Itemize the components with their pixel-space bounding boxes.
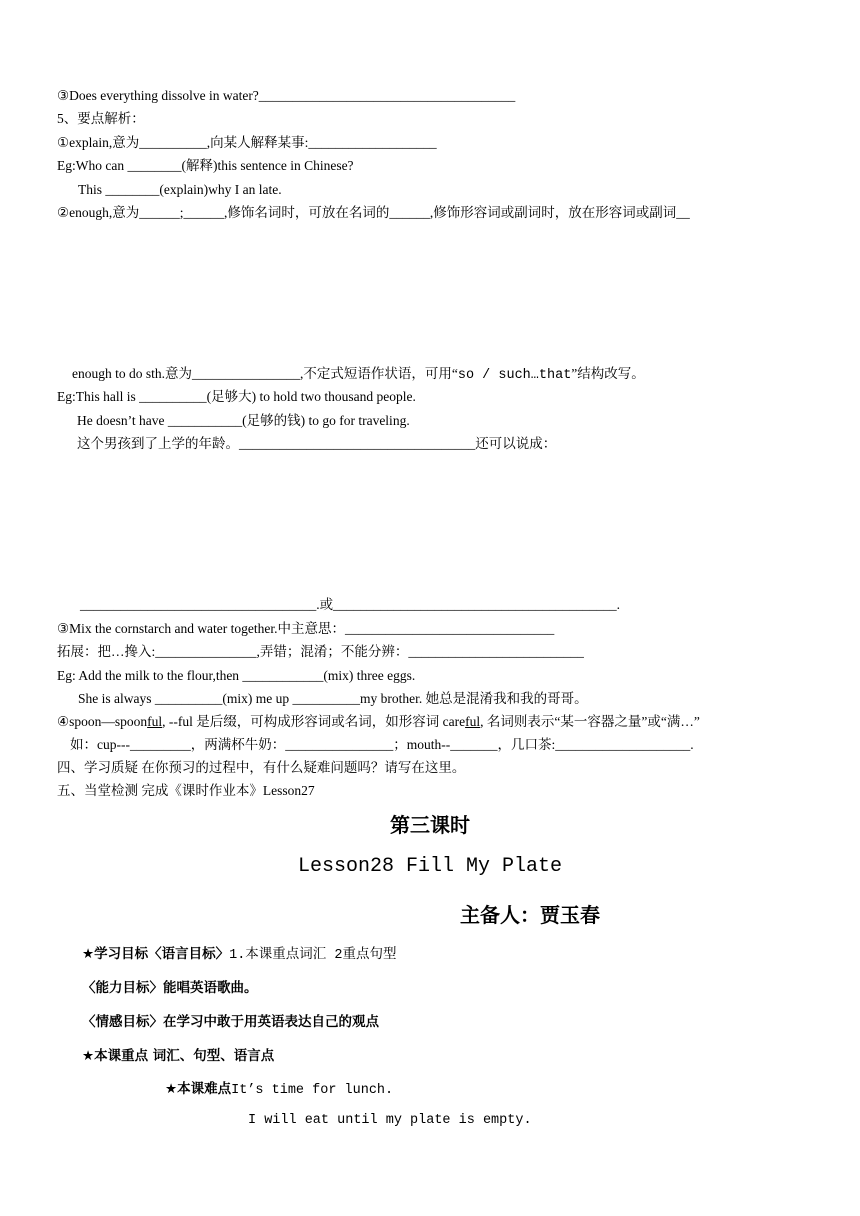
difficult-points [165,1077,393,1098]
section-5b: 五、当堂检测 完成《课时作业本》Lesson27 [57,783,315,798]
difficult-points-label: ★本课难点 [165,1081,232,1097]
line-q3: ③Does everything dissolve in water?______________________________________ [57,88,516,103]
cup-line: 如：cup---_________，两满杯牛奶：________________；mouth--_______，几口茶:____________________. [70,737,694,752]
enough-line: ②enough,意为______;______,修饰名词时，可放在名词的______,修饰形容词或副词时，放在形容词或副词__ [57,205,690,220]
difficult-sentence-2: I will eat until my plate is empty. [248,1113,532,1128]
enough-to-do-c: ”结构改写。 [571,366,645,381]
mix-line: ③Mix the cornstarch and water together.中主意思：_______________________________ [57,621,555,636]
example-4: He doesn’t have ___________(足够的钱) to go for traveling. [77,413,410,428]
section-4: 四、学习质疑 在你预习的过程中，有什么疑难问题吗？请写在这里。 [57,760,466,775]
explain-line: ①explain,意为__________,向某人解释某事:___________________ [57,135,437,150]
objective-language-label: ★学习目标〈语言目标〉 [82,946,230,962]
example-6: Eg: Add the milk to the flour,then ____________(mix) three eggs. [57,668,416,683]
objective-language [82,942,397,963]
spoon-a: ④spoon—spoon [57,714,148,729]
example-1: Eg:Who can ________(解释)this sentence in Chinese? [57,158,354,173]
section-5-heading: 5、要点解析： [57,111,145,126]
or-line: ___________________________________.或__________________________________________. [80,597,620,612]
objective-language-content: 1.本课重点词汇 2重点句型 [229,948,397,963]
example-7: She is always __________(mix) me up __________my brother. 她总是混淆我和我的哥哥。 [78,691,588,706]
spoon-line [57,713,700,731]
enough-to-do-line [72,365,645,385]
extension-line: 拓展：把…搀入:_______________,弄错；混淆；不能分辨：__________________________ [57,644,584,659]
difficult-sentence-1: It’s time for lunch. [231,1083,394,1098]
spoon-e: , 名词则表示“某一容器之量”或“满…” [480,714,700,729]
spoon-d: ful [465,714,481,729]
key-points: ★本课重点 词汇、句型、语言点 [82,1048,275,1064]
spoon-b: ful [147,714,163,729]
lesson-title: Lesson28 Fill My Plate [297,855,563,878]
spoon-c: , --ful 是后缀，可构成形容词或名词，如形容词 care [162,714,466,729]
period-heading: 第三课时 [390,813,470,837]
enough-to-do-a: enough to do sth.意为________________,不定式短语作状语，可用“ [72,366,458,381]
author: 主备人：贾玉春 [460,903,600,927]
example-2: This ________(explain)why I an late. [78,182,282,197]
example-5: 这个男孩到了上学的年龄。___________________________________还可以说成： [77,436,557,451]
example-3: Eg:This hall is __________(足够大) to hold two thousand people. [57,389,416,404]
enough-to-do-b: so / such…that [457,368,572,383]
objective-emotion: 〈情感目标〉在学习中敢于用英语表达自己的观点 [82,1014,379,1030]
objective-ability: 〈能力目标〉能唱英语歌曲。 [82,980,258,996]
